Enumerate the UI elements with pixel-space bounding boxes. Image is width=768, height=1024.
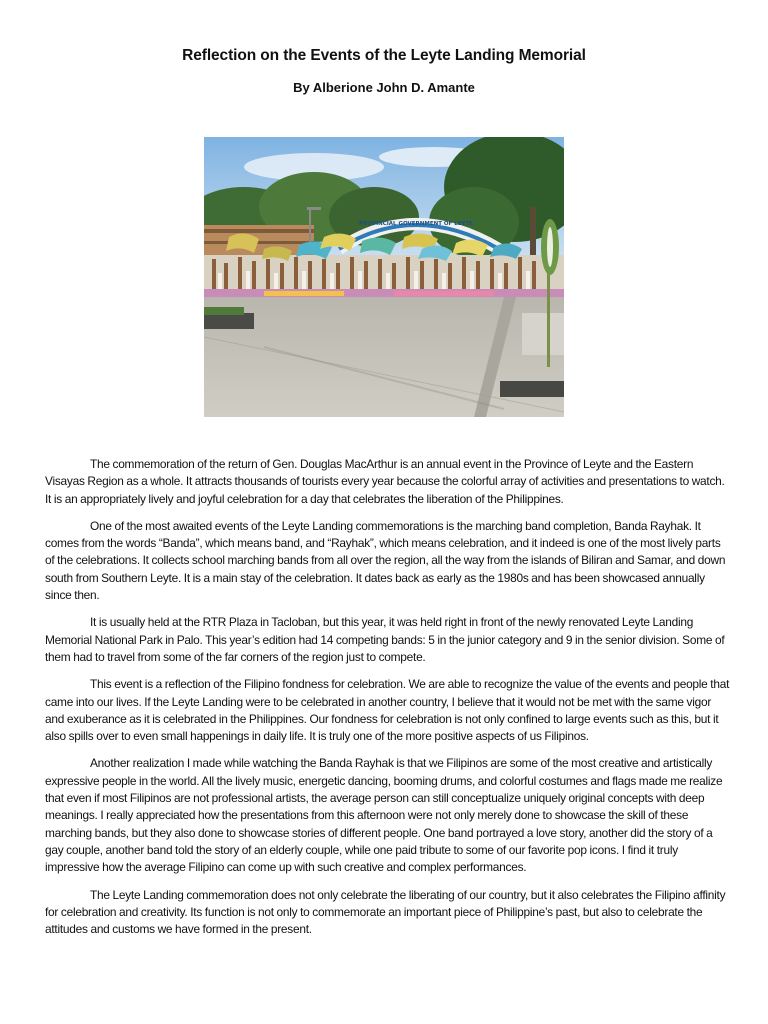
paragraph-3: It is usually held at the RTR Plaza in Tacloban, but this year, it was held right in front of the newly renovated Leyte Landing Memorial National Park in Palo. This year’s edition had 14 competing bands: 5 in the junior category and 9 in the senior division. Some of them had to travel from some of the far corners of the region just to compete. bbox=[45, 615, 725, 664]
paragraph-2: One of the most awaited events of the Leyte Landing commemorations is the marching band completion, Banda Rayhak. It comes from the words “Banda”, which means band, and “Rayhak”, which means celebration, and it indeed is one of the most lively parts of the celebrations. It collects school marching bands from all over the region, all the way from the islands of Biliran and Samar, and down south from Southern Leyte. It is a main stay of the celebration. It dates back as early as the 1980s and has been showcased annually since then. bbox=[45, 518, 726, 603]
document-title: Reflection on the Events of the Leyte Landing Memorial bbox=[182, 47, 586, 64]
paragraph-1: The commemoration of the return of Gen. Douglas MacArthur is an annual event in the Province of Leyte and the Eastern Visayas Region as a whole. It attracts thousands of tourists every year because the colorful array of activities and presentations to watch. It is an appropriately lively and joyful celebration for a day that celebrates the liberation of the Philippines. bbox=[45, 457, 725, 506]
article-body bbox=[45, 456, 730, 948]
arch-sign-text: PROVINCIAL GOVERNMENT OF LEYTE bbox=[359, 221, 473, 227]
author-byline: By Alberione John D. Amante bbox=[293, 80, 475, 95]
event-photo bbox=[204, 137, 564, 417]
paragraph-4: This event is a reflection of the Filipino fondness for celebration. We are able to recognize the value of the events and people that came into our lives. If the Leyte Landing were to be celebrated in another country, I believe that it would not be met with the same vigor and exuberance as it is celebrated in the Philippines. Our fondness for celebration is not only confined to large events such as this, but it also spills over to even small happenings in daily life. It is truly one of the more positive aspects of us Filipinos. bbox=[45, 677, 730, 744]
paragraph-6: The Leyte Landing commemoration does not only celebrate the liberating of our country, but it also celebrates the Filipino affinity for celebration and creativity. Its function is not only to commemorate an important piece of Philippine’s past, but also to celebrate the attitudes and customs we have formed in the present. bbox=[45, 887, 726, 937]
paragraph-5: Another realization I made while watching the Banda Rayhak is that we Filipinos are some of the most creative and artistically expressive people in the world. All the lively music, energetic dancing, booming drums, and colorful costumes and flags made me realize that even if most Filipinos are not professional artists, the average person can still conceptualize uniquely original concepts with deep meanings. I really appreciated how the presentations from this afternoon were not only merely done to showcase the skill of these marching bands, but they also done to showcase stories of different people. One band portrayed a love story, another did the story of a gay couple, another band told the story of an elderly couple, while one paid tribute to some of our favorite pop icons. I find it truly impressive how the average Filipino can come up with such creative and complex performances. bbox=[45, 756, 723, 875]
plaza-band-photo-illustration bbox=[204, 137, 564, 417]
